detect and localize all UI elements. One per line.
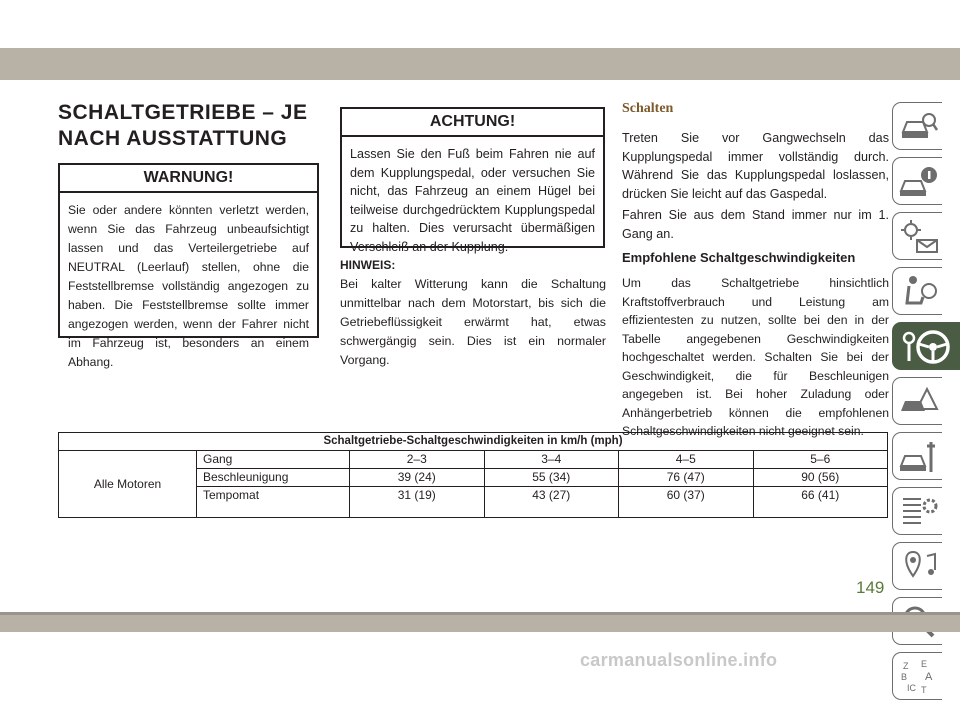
tab-seat-airbag[interactable] xyxy=(892,267,942,315)
table-cell: 55 (34) xyxy=(484,469,619,487)
caution-text: Lassen Sie den Fuß beim Fahren nie auf dem Kupplungspedal, oder versuchen Sie nicht, das Fahrzeug an einem Hügel bei teilweise durchgedrücktem Kupplungspedal zu halten. Dies verursacht übermäßigen Verschleiß an der Kupplung. xyxy=(350,147,595,254)
table-cell: 43 (27) xyxy=(484,487,619,518)
steering-wheel-key-icon xyxy=(899,328,955,366)
top-band xyxy=(0,48,960,80)
title-line-1: SCHALTGETRIEBE – JE xyxy=(58,101,308,124)
row-label: Gang xyxy=(197,451,350,469)
table-cell: 66 (41) xyxy=(753,487,888,518)
table-caption: Schaltgetriebe-Schaltgeschwindigkeiten in km/h (mph) xyxy=(59,433,888,451)
dashboard-lights-icon xyxy=(899,218,939,256)
svg-text:IC: IC xyxy=(907,683,916,693)
caution-heading: ACHTUNG! xyxy=(342,109,603,137)
recommended-text: Um das Schaltgetriebe hinsichtlich Kraftstoffverbrauch und Leistung am effizientesten zu nutzen, sollte bei den in der Tabelle angegebenen Geschwindigkeiten hochgeschaltet werden. Schalten Sie bei der Geschwindigkeit, die für Beschleunigen angegeben ist. Bei hoher Zuladung oder Anhängerbetrieb können die empfohlenen Schaltgeschwindigkeiten nicht geeignet sein. xyxy=(622,276,889,438)
table-cell: 3–4 xyxy=(484,451,619,469)
table-cell: 90 (56) xyxy=(753,469,888,487)
page-number: 149 xyxy=(856,578,885,597)
tab-warning-triangle-car[interactable] xyxy=(892,377,942,425)
row-label: Tempomat xyxy=(197,487,350,518)
tab-dashboard-lights[interactable] xyxy=(892,212,942,260)
schalten-paragraph-2: Fahren Sie aus dem Stand immer nur im 1. Gang an. xyxy=(622,208,889,241)
caution-box xyxy=(340,107,605,254)
title-line-2: NACH AUSSTATTUNG xyxy=(58,127,288,150)
table-cell: 4–5 xyxy=(619,451,754,469)
tab-car-tools[interactable] xyxy=(892,432,942,480)
list-gear-icon xyxy=(899,493,939,531)
warning-text: Sie oder andere könnten verletzt werden, wenn Sie das Fahrzeug unbeaufsichtigt lassen und das Verteilergetriebe auf NEUTRAL (Leerlauf) stellen, ohne die Feststellbremse vollständig angezogen zu haben. Die Feststellbremse sollte immer angezogen werden, wenn der Fahrer nicht im Fahrzeug ist, besonders an einem Abhang. xyxy=(68,203,309,369)
shift-speed-table xyxy=(58,432,888,518)
note-label: HINWEIS: xyxy=(340,258,396,272)
watermark: carmanualsonline.info xyxy=(580,650,778,670)
svg-text:T: T xyxy=(921,685,927,695)
tab-steering-wheel-key[interactable] xyxy=(892,322,960,370)
tab-car-info[interactable] xyxy=(892,157,942,205)
alphabet-index-icon xyxy=(899,658,939,696)
svg-text:Z: Z xyxy=(903,661,909,671)
tab-list-gear[interactable] xyxy=(892,487,942,535)
warning-box xyxy=(58,163,319,369)
table-cell: 76 (47) xyxy=(619,469,754,487)
table-row xyxy=(59,451,888,469)
table-cell: 60 (37) xyxy=(619,487,754,518)
table-cell: 31 (19) xyxy=(350,487,485,518)
note-text: Bei kalter Witterung kann die Schaltung unmittelbar nach dem Motorstart, bis sich die Getriebeflüssigkeit erwärmt hat, etwas schwergängig sein. Dies ist ein normaler Vorgang. xyxy=(340,277,606,367)
car-search-icon xyxy=(899,108,939,146)
media-navigation-icon xyxy=(899,548,939,586)
warning-triangle-car-icon xyxy=(899,383,939,421)
tab-alphabet-index[interactable] xyxy=(892,652,942,700)
warning-heading: WARNUNG! xyxy=(60,165,317,193)
car-info-icon xyxy=(899,163,939,201)
bottom-band xyxy=(0,612,960,632)
table-cell: 5–6 xyxy=(753,451,888,469)
seat-airbag-icon xyxy=(899,273,939,311)
svg-text:E: E xyxy=(921,659,928,669)
engine-cell: Alle Motoren xyxy=(59,451,197,518)
schalten-paragraph-1: Treten Sie vor Gangwechseln das Kupplungspedal immer vollständig durch. Während Sie das Kupplungspedal loslassen, drücken Sie leicht auf das Gaspedal. xyxy=(622,131,889,201)
table-cell: 39 (24) xyxy=(350,469,485,487)
recommended-heading: Empfohlene Schaltgeschwindigkeiten xyxy=(622,250,856,265)
row-label: Beschleunigung xyxy=(197,469,350,487)
tab-media-navigation[interactable] xyxy=(892,542,942,590)
tab-car-search[interactable] xyxy=(892,102,942,150)
schalten-heading: Schalten xyxy=(622,101,674,116)
table-cell: 2–3 xyxy=(350,451,485,469)
car-tools-icon xyxy=(899,438,939,476)
svg-text:A: A xyxy=(925,671,933,683)
svg-text:B: B xyxy=(901,672,908,682)
page-title xyxy=(58,100,308,152)
